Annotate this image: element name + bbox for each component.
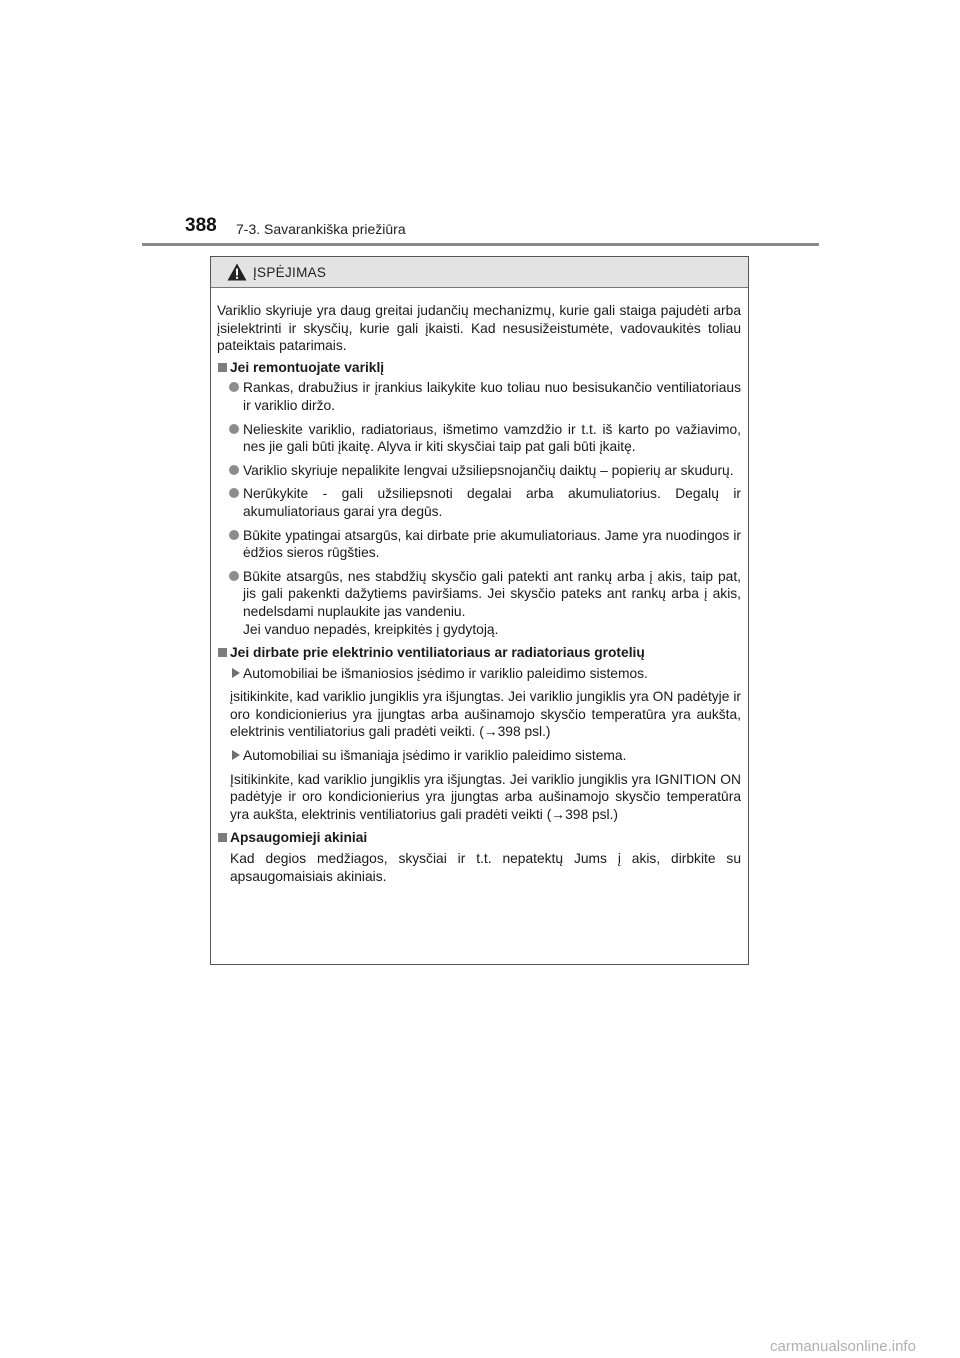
watermark: carmanualsonline.info: [770, 1338, 916, 1355]
list-item-text: Variklio skyriuje nepalikite lengvai užsiliepsnojančių daiktų – popierių ar skudurų.: [243, 462, 734, 478]
warning-body: [211, 288, 748, 885]
warning-intro: Variklio skyriuje yra daug greitai judančių mechanizmų, kurie gali staiga pajudėti arba įsielektrinti ir skysčių, kurie gali įkaisti. Kad nesusižeistumėte, vadovaukitės toliau pateiktais patarimais.: [217, 303, 741, 354]
triangle-bullet-icon: [232, 668, 240, 678]
list-item: [217, 462, 741, 480]
header-rule: [142, 243, 819, 246]
list-item: [217, 527, 741, 562]
warning-box: [210, 256, 749, 965]
round-bullet-icon: [229, 465, 239, 475]
warning-title: ĮSPĖJIMAS: [253, 265, 327, 280]
list-item-extra-text: Jei vanduo nepadės, kreipkitės į gydytoją.: [243, 621, 499, 637]
round-bullet-icon: [229, 382, 239, 392]
warning-triangle-icon: [227, 263, 247, 281]
section-heading-text: Jei dirbate prie elektrinio ventiliatoriaus ar radiatoriaus grotelių: [230, 645, 645, 661]
triangle-bullet-icon: [232, 750, 240, 760]
section-heading-text: Jei remontuojate variklį: [230, 359, 385, 375]
section-heading-goggles: [217, 829, 741, 847]
round-bullet-icon: [229, 571, 239, 581]
round-bullet-icon: [229, 488, 239, 498]
section-heading-engine: [217, 359, 741, 377]
round-bullet-icon: [229, 530, 239, 540]
list-item-text: Būkite ypatingai atsargūs, kai dirbate prie akumuliatoriaus. Jame yra nuodingos ir ėdžios sieros rūgšties.: [243, 527, 741, 561]
list-item: [217, 379, 741, 414]
square-bullet-icon: [218, 363, 227, 372]
page-header: [0, 0, 960, 250]
paragraph: įsitikinkite, kad variklio jungiklis yra išjungtas. Jei variklio jungiklis yra ON padėtyje ir oro kondicionierius yra įjungtas arba aušinamojo skysčio temperatūra yra aukšta, elektrinis ventiliatorius gali pradėti veikti. (→398 psl.): [230, 689, 741, 740]
list-item: [217, 568, 741, 638]
section-heading-fan: [217, 644, 741, 662]
sub-item-text: Automobiliai su išmaniąja įsėdimo ir variklio paleidimo sistema.: [243, 748, 627, 764]
paragraph: Kad degios medžiagos, skysčiai ir t.t. nepatektų Jums į akis, dirbkite su apsaugomaisiais akiniais.: [230, 851, 741, 884]
square-bullet-icon: [218, 833, 227, 842]
list-item-text: Nelieskite variklio, radiatoriaus, išmetimo vamzdžio ir t.t. iš karto po važiavimo, nes jie gali būti įkaitę. Alyva ir kiti skysčiai taip pat gali būti įkaitę.: [243, 421, 741, 455]
list-item: [217, 485, 741, 520]
sub-item: [217, 747, 741, 765]
warning-header: [211, 257, 748, 288]
square-bullet-icon: [218, 648, 227, 657]
sub-item-text: Automobiliai be išmaniosios įsėdimo ir variklio paleidimo sistemos.: [243, 665, 648, 681]
list-item-text: Rankas, drabužius ir įrankius laikykite kuo toliau nuo besisukančio ventiliatoriaus ir variklio diržo.: [243, 380, 741, 413]
round-bullet-icon: [229, 424, 239, 434]
page-number: 388: [185, 215, 217, 236]
sub-item: [217, 665, 741, 683]
section-title: 7-3. Savarankiška priežiūra: [236, 221, 406, 237]
list-item-text: Nerūkykite - gali užsiliepsnoti degalai arba akumuliatorius. Degalų ir akumuliatoriaus garai yra degūs.: [243, 486, 741, 519]
list-item-text: Būkite atsargūs, nes stabdžių skysčio gali patekti ant rankų arba į akis, taip pat, jis gali pakenkti dažytiems paviršiams. Jei skysčio pateks ant rankų arba į akis, nedelsdami nuplaukite jas vandeniu.: [243, 568, 741, 619]
section-heading-text: Apsaugomieji akiniai: [230, 830, 368, 846]
list-item: [217, 421, 741, 456]
paragraph: Įsitikinkite, kad variklio jungiklis yra išjungtas. Jei variklio jungiklis yra IGNITION ON padėtyje ir oro kondicionierius yra įjungtas arba aušinamojo skysčio temperatūra yra aukšta, elektrinis ventiliatorius gali pradėti veikti (→398 psl.): [230, 771, 741, 822]
